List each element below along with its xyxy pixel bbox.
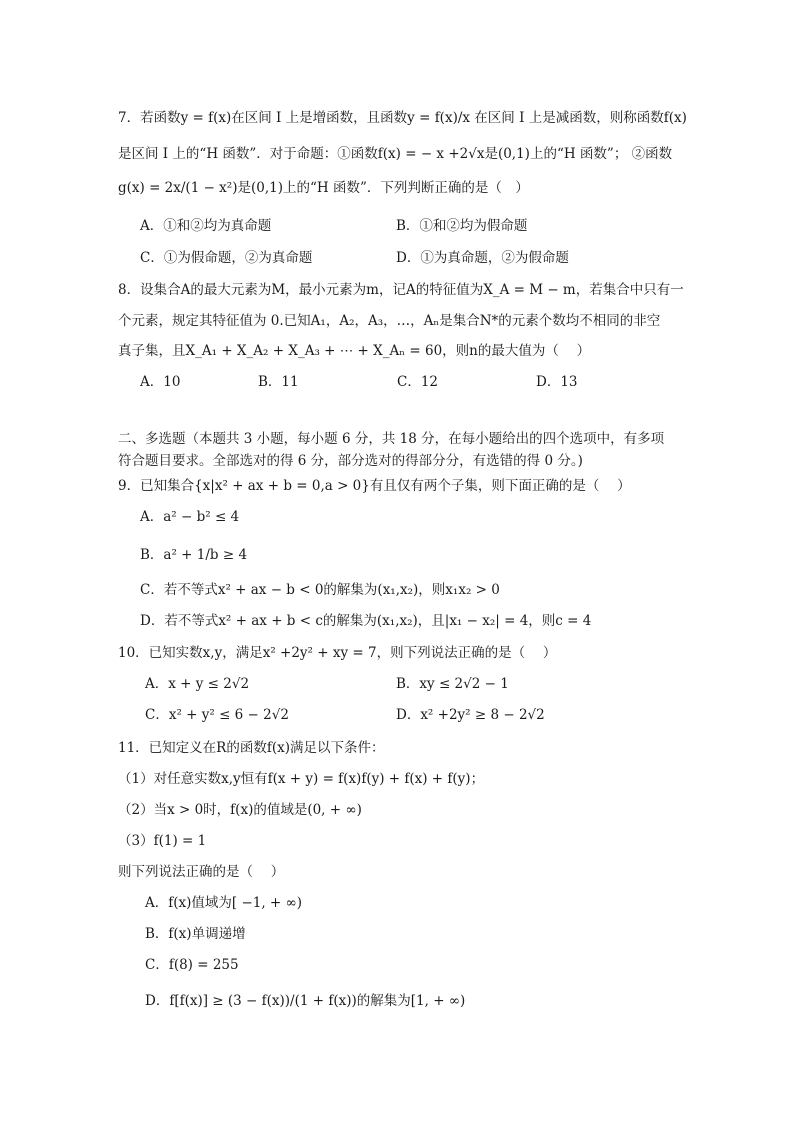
q8-option-d: D．13 bbox=[536, 374, 578, 390]
q9-option-c: C．若不等式x² + ax − b < 0的解集为(x₁,x₂)，则x₁x₂ > 0 bbox=[140, 582, 500, 598]
q9-stem: 9．已知集合{x|x² + ax + b = 0,a > 0}有且仅有两个子集，则下面正确的是（ ） bbox=[118, 478, 631, 494]
q7-stem-line2: 是区间 I 上的“H 函数”．对于命题：①函数f(x) = − x +2√x是(0,1)上的“H 函数”； ②函数 bbox=[118, 146, 673, 162]
q10-option-b: B．xy ≤ 2√2 − 1 bbox=[396, 676, 509, 692]
q9-option-a: A．a² − b² ≤ 4 bbox=[140, 509, 240, 525]
q8-stem-line3: 真子集，且X_A₁ + X_A₂ + X_A₃ + ⋯ + X_Aₙ = 60，则n的最大值为（ ） bbox=[118, 343, 591, 359]
q11-condition-2: （2）当x > 0时，f(x)的值域是(0, + ∞) bbox=[118, 802, 362, 818]
q8-option-c: C．12 bbox=[397, 374, 439, 390]
q10-option-d: D．x² +2y² ≥ 8 − 2√2 bbox=[396, 707, 545, 723]
q7-option-d: D．①为真命题，②为假命题 bbox=[396, 250, 569, 266]
q10-option-c: C．x² + y² ≤ 6 − 2√2 bbox=[145, 707, 289, 723]
q8-stem-line2: 个元素，规定其特征值为 0.已知A₁，A₂，A₃，…，Aₙ是集合N*的元素个数均不相同的非空 bbox=[118, 313, 661, 329]
q11-condition-1: （1）对任意实数x,y恒有f(x + y) = f(x)f(y) + f(x) + f(y)； bbox=[118, 771, 485, 787]
q10-option-a: A．x + y ≤ 2√2 bbox=[145, 676, 250, 692]
q7-option-c: C．①为假命题，②为真命题 bbox=[140, 250, 313, 266]
q10-stem: 10．已知实数x,y，满足x² +2y² + xy = 7，则下列说法正确的是（ ） bbox=[118, 645, 557, 661]
q11-option-d: D．f[f(x)] ≥ (3 − f(x))/(1 + f(x))的解集为[1, + ∞) bbox=[145, 993, 466, 1009]
q9-option-d: D．若不等式x² + ax + b < c的解集为(x₁,x₂)，且|x₁ − x₂| = 4，则c = 4 bbox=[140, 613, 592, 629]
q8-option-a: A．10 bbox=[140, 374, 181, 390]
q11-option-a: A．f(x)值域为[ −1, + ∞) bbox=[145, 895, 303, 911]
section-2-heading: 二、多选题（本题共 3 小题，每小题 6 分，共 18 分，在每小题给出的四个选项中，有多项 bbox=[118, 431, 665, 447]
q9-option-b: B．a² + 1/b ≥ 4 bbox=[140, 547, 248, 563]
q11-stem: 11．已知定义在R的函数f(x)满足以下条件： bbox=[118, 740, 385, 756]
q11-ask: 则下列说法正确的是（ ） bbox=[118, 864, 285, 880]
q7-stem-line1: 7．若函数y = f(x)在区间 I 上是增函数，且函数y = f(x)/x 在区间 I 上是减函数，则称函数f(x) bbox=[118, 110, 687, 126]
q7-stem-line3: g(x) = 2x/(1 − x²)是(0,1)上的“H 函数”．下列判断正确的是（ ） bbox=[118, 180, 529, 196]
q11-option-b: B．f(x)单调递增 bbox=[145, 926, 246, 942]
q11-condition-3: （3）f(1) = 1 bbox=[118, 833, 207, 849]
q8-stem-line1: 8．设集合A的最大元素为M，最小元素为m，记A的特征值为X_A = M − m，若集合中只有一 bbox=[118, 282, 684, 298]
q8-option-b: B．11 bbox=[258, 374, 299, 390]
q7-option-a: A．①和②均为真命题 bbox=[140, 218, 272, 234]
q7-option-b: B．①和②均为假命题 bbox=[396, 218, 528, 234]
q11-option-c: C．f(8) = 255 bbox=[145, 957, 239, 973]
section-2-instructions: 符合题目要求。全部选对的得 6 分，部分选对的得部分分，有选错的得 0 分。) bbox=[118, 453, 583, 469]
